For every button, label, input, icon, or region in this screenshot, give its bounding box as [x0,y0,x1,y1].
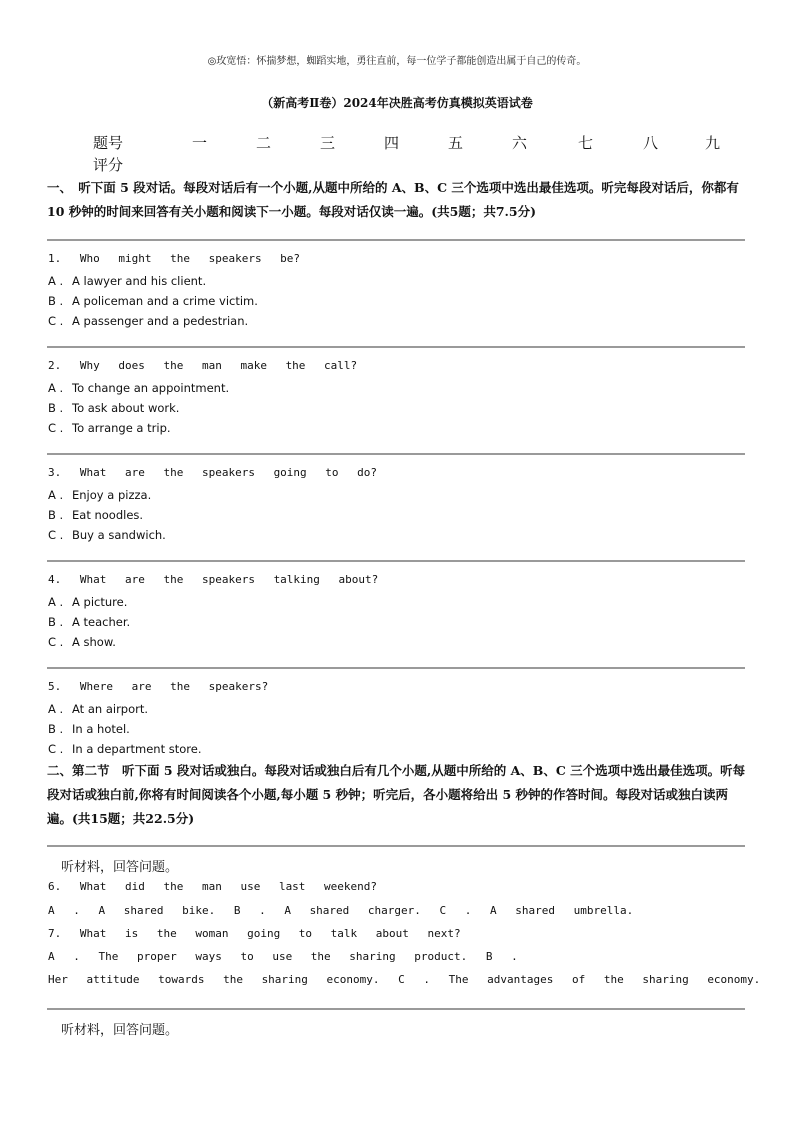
label-question-number: 题号 [93,134,124,152]
question-5: 5. Where are the speakers? [48,680,269,693]
column-2: 二 [256,134,272,152]
divider [47,1008,745,1010]
q1-option-c: C . A passenger and a pedestrian. [48,314,249,328]
column-1: 一 [192,134,208,152]
q2-option-c: C . To arrange a trip. [48,421,171,435]
question-3: 3. What are the speakers going to do? [48,466,378,479]
divider [47,239,745,241]
question-7: 7. What is the woman going to talk about next? [48,927,461,940]
group-2-intro: 听材料，回答问题。 [61,1023,179,1038]
divider [47,560,745,562]
divider [47,453,745,455]
q5-option-b: B . In a hotel. [48,722,130,736]
q7-options-line-1: A . The proper ways to use the sharing product. B . [48,950,518,963]
column-5: 五 [448,134,464,152]
column-8: 八 [643,134,659,152]
question-6: 6. What did the man use last weekend? [48,880,378,893]
question-2: 2. Why does the man make the call? [48,359,358,372]
q5-option-a: A . At an airport. [48,702,149,716]
divider [47,346,745,348]
question-4: 4. What are the speakers talking about? [48,573,379,586]
label-score: 评分 [93,156,124,174]
column-9: 九 [705,134,721,152]
group-1-intro: 听材料，回答问题。 [61,860,179,875]
q3-option-c: C . Buy a sandwich. [48,528,166,542]
column-4: 四 [384,134,400,152]
q5-option-c: C . In a department store. [48,742,202,756]
section-1-heading: 一、 听下面 5 段对话。每段对话后有一个小题,从题中所给的 A、B、C 三个选项中选出最佳选项。听完每段对话后，你都有 10 秒钟的时间来回答有关小题和阅读下一小题。每段对话仅读一遍。(共5题；共7.5分) [47,180,739,219]
q4-option-b: B . A teacher. [48,615,131,629]
q3-option-a: A . Enjoy a pizza. [48,488,152,502]
question-1: 1. Who might the speakers be? [48,252,301,265]
q2-option-b: B . To ask about work. [48,401,180,415]
column-7: 七 [578,134,594,152]
column-6: 六 [512,134,528,152]
q3-option-b: B . Eat noodles. [48,508,144,522]
section-2-heading: 二、第二节 听下面 5 段对话或独白。每段对话或独白后有几个小题,从题中所给的 A、B、C 三个选项中选出最佳选项。听每段对话或独白前,你将有时间阅读各个小题,每小题 5 秒钟；听完后，各小题将给出 5 秒钟的作答时间。每段对话或独白读两遍。(共15题；共22.5分) [47,763,746,826]
q4-option-c: C . A show. [48,635,116,649]
page-title: （新高考Ⅱ卷）2024年决胜高考仿真模拟英语试卷 [261,96,533,110]
divider [47,845,745,847]
q4-option-a: A . A picture. [48,595,128,609]
motto-line: ◎玫宽悟：怀揣梦想，蜘蹈实地，勇往直前，每一位学子都能创造出属于自己的传奇。 [207,56,587,67]
q6-options: A . A shared bike. B . A shared charger. C . A shared umbrella. [48,904,634,917]
divider [47,667,745,669]
column-3: 三 [320,134,336,152]
q1-option-a: A . A lawyer and his client. [48,274,207,288]
q2-option-a: A . To change an appointment. [48,381,230,395]
q7-options-line-2: Her attitude towards the sharing economy. C . The advantages of the sharing economy. [48,973,761,986]
q1-option-b: B . A policeman and a crime victim. [48,294,258,308]
